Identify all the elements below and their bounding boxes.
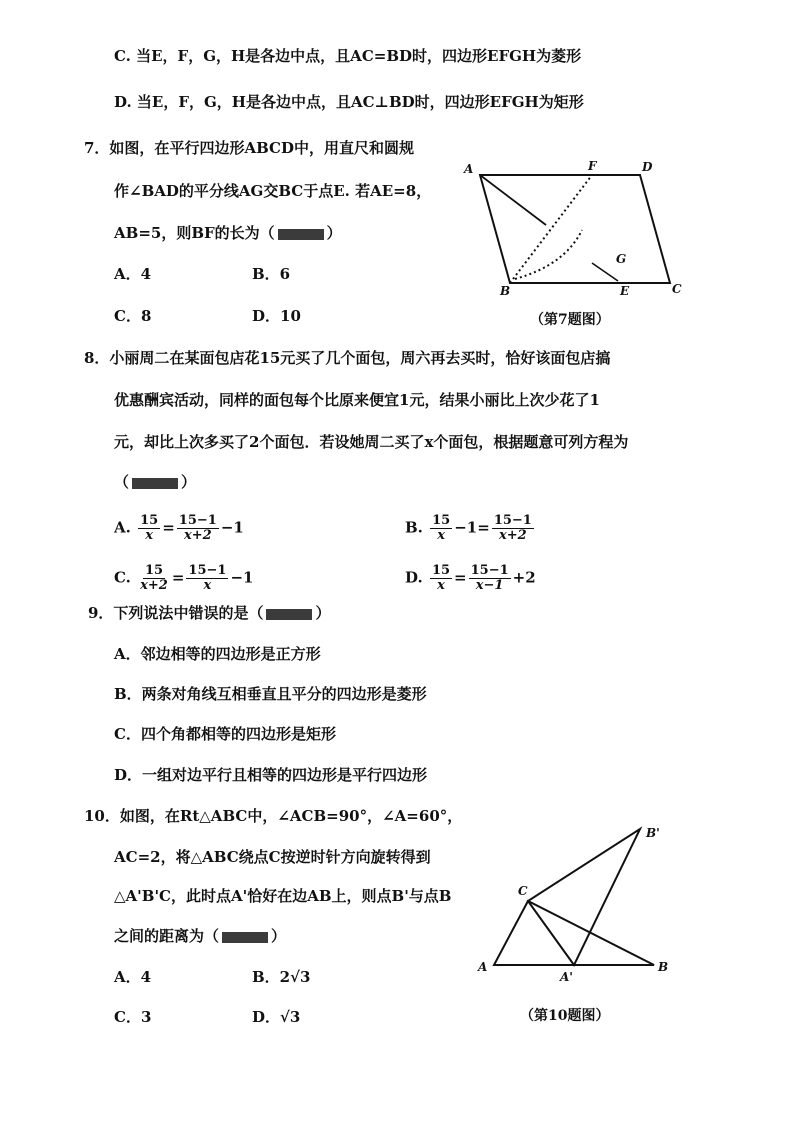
parallelogram-abcd xyxy=(480,175,670,283)
option-letter: C. xyxy=(114,568,131,587)
denominator: x+2 xyxy=(498,528,527,543)
q10-option-d: D．√3 xyxy=(252,1008,301,1026)
q7-line-3-close: ） xyxy=(326,224,342,242)
q8-option-a xyxy=(114,514,244,543)
label-b: B xyxy=(500,284,511,298)
q8-line-1: 8．小丽周二在某面包店花15元买了几个面包，周六再去买时，恰好该面包店搞 xyxy=(84,349,611,367)
fraction xyxy=(138,564,170,593)
label-g: G xyxy=(616,252,627,266)
q10-option-c: C．3 xyxy=(114,1008,152,1026)
q7-line-1: 7．如图，在平行四边形ABCD中，用直尺和圆规 xyxy=(84,139,414,157)
triangle-abc xyxy=(494,901,654,965)
label-b: B xyxy=(658,960,669,974)
tail: −1 xyxy=(220,518,244,537)
tail: +2 xyxy=(512,568,536,587)
denominator: x xyxy=(437,578,445,593)
denominator: x+2 xyxy=(140,578,168,593)
fraction xyxy=(430,564,452,593)
q6-option-c: C. 当E，F，G，H是各边中点，且AC=BD时，四边形EFGH为菱形 xyxy=(114,47,582,65)
denominator: x−1 xyxy=(475,578,504,593)
fraction xyxy=(138,514,160,543)
numerator: 15−1 xyxy=(178,513,217,528)
segment-bf xyxy=(510,175,592,283)
q9-stem: 9．下列说法中错误的是（ xyxy=(88,604,264,622)
q10-caption: （第10题图） xyxy=(520,1008,610,1024)
equals: = xyxy=(454,568,467,587)
numerator: 15−1 xyxy=(470,563,509,578)
q7-option-c: C．8 xyxy=(114,307,152,325)
q10-option-b: B．2√3 xyxy=(252,968,311,986)
q10-line-1: 10．如图，在Rt△ABC中，∠ACB=90°，∠A=60°， xyxy=(84,807,463,825)
label-a-prime: A' xyxy=(560,970,573,984)
q10-option-a: A．4 xyxy=(114,968,152,986)
fraction xyxy=(430,514,452,543)
equals: = xyxy=(162,518,175,537)
label-c: C xyxy=(672,282,682,296)
q10-line-3: △A'B'C，此时点A'恰好在边AB上，则点B'与点B xyxy=(114,887,452,905)
fraction xyxy=(186,564,228,593)
q10-line-2: AC=2，将△ABC绕点C按逆时针方向旋转得到 xyxy=(114,848,431,866)
q8-line-2: 优惠酬宾活动，同样的面包每个比原来便宜1元，结果小丽比上次少花了1 xyxy=(114,391,600,409)
answer-blank xyxy=(266,609,312,620)
q8-line-3: 元，却比上次多买了2个面包．若设她周二买了x个面包，根据题意可列方程为 xyxy=(114,433,629,451)
q9-option-d: D．一组对边平行且相等的四边形是平行四边形 xyxy=(114,766,428,784)
answer-blank xyxy=(132,478,178,489)
q7-option-d: D．10 xyxy=(252,307,301,325)
fraction xyxy=(469,564,511,593)
numerator: 15 xyxy=(432,513,451,528)
q10-rotation-figure xyxy=(470,815,680,985)
q6-option-d: D. 当E，F，G，H是各边中点，且AC⊥BD时，四边形EFGH为矩形 xyxy=(114,93,584,111)
numerator: 15−1 xyxy=(188,563,227,578)
numerator: 15 xyxy=(140,513,159,528)
numerator: 15−1 xyxy=(493,513,532,528)
q9-option-c: C．四个角都相等的四边形是矩形 xyxy=(114,725,336,743)
q8-option-c xyxy=(114,564,253,593)
label-e: E xyxy=(620,284,630,298)
q8-open-paren: （ xyxy=(114,473,130,491)
operator: −1= xyxy=(454,518,490,537)
q8-option-b xyxy=(405,514,536,543)
fraction xyxy=(177,514,219,543)
q7-option-a: A．4 xyxy=(114,265,152,283)
q8-close-paren: ） xyxy=(181,473,197,491)
q7-line-2: 作∠BAD的平分线AG交BC于点E. 若AE=8， xyxy=(114,182,432,200)
q10-line-4 xyxy=(114,926,286,946)
label-a: A xyxy=(478,960,488,974)
numerator: 15 xyxy=(144,563,164,578)
bisector-ag xyxy=(480,175,546,225)
q10-stem: 之间的距离为（ xyxy=(114,927,220,945)
label-c: C xyxy=(518,884,528,898)
denominator: x+2 xyxy=(183,528,212,543)
q7-caption: （第7题图） xyxy=(530,312,610,328)
label-d: D xyxy=(642,160,653,174)
answer-blank xyxy=(278,229,324,240)
q7-line-3 xyxy=(114,223,342,243)
tail: −1 xyxy=(230,568,254,587)
label-f: F xyxy=(588,159,597,173)
equals: = xyxy=(171,568,185,587)
compass-arc xyxy=(515,230,582,279)
q7-parallelogram-figure xyxy=(460,155,700,300)
denominator: x xyxy=(437,528,446,543)
triangle-a1b1c xyxy=(528,829,640,965)
numerator: 15 xyxy=(431,563,451,578)
label-b-prime: B' xyxy=(646,826,660,840)
q9-close-paren: ） xyxy=(315,604,331,622)
option-letter: D. xyxy=(405,568,423,587)
option-letter: A. xyxy=(114,518,131,537)
label-a: A xyxy=(464,162,474,176)
arc-mark-g xyxy=(592,263,618,281)
q8-line-4 xyxy=(114,472,196,492)
fraction xyxy=(492,514,534,543)
q8-option-d xyxy=(405,564,536,593)
q9-option-b: B．两条对角线互相垂直且平分的四边形是菱形 xyxy=(114,685,427,703)
q9-option-a: A．邻边相等的四边形是正方形 xyxy=(114,645,321,663)
q10-close-paren: ） xyxy=(271,927,287,945)
q7-option-b: B．6 xyxy=(252,265,291,283)
option-letter: B. xyxy=(405,518,423,537)
answer-blank xyxy=(222,932,268,943)
q7-line-3-text: AB=5，则BF的长为（ xyxy=(114,224,275,242)
q9-line-1 xyxy=(88,603,330,623)
denominator: x xyxy=(203,578,212,593)
denominator: x xyxy=(145,528,154,543)
